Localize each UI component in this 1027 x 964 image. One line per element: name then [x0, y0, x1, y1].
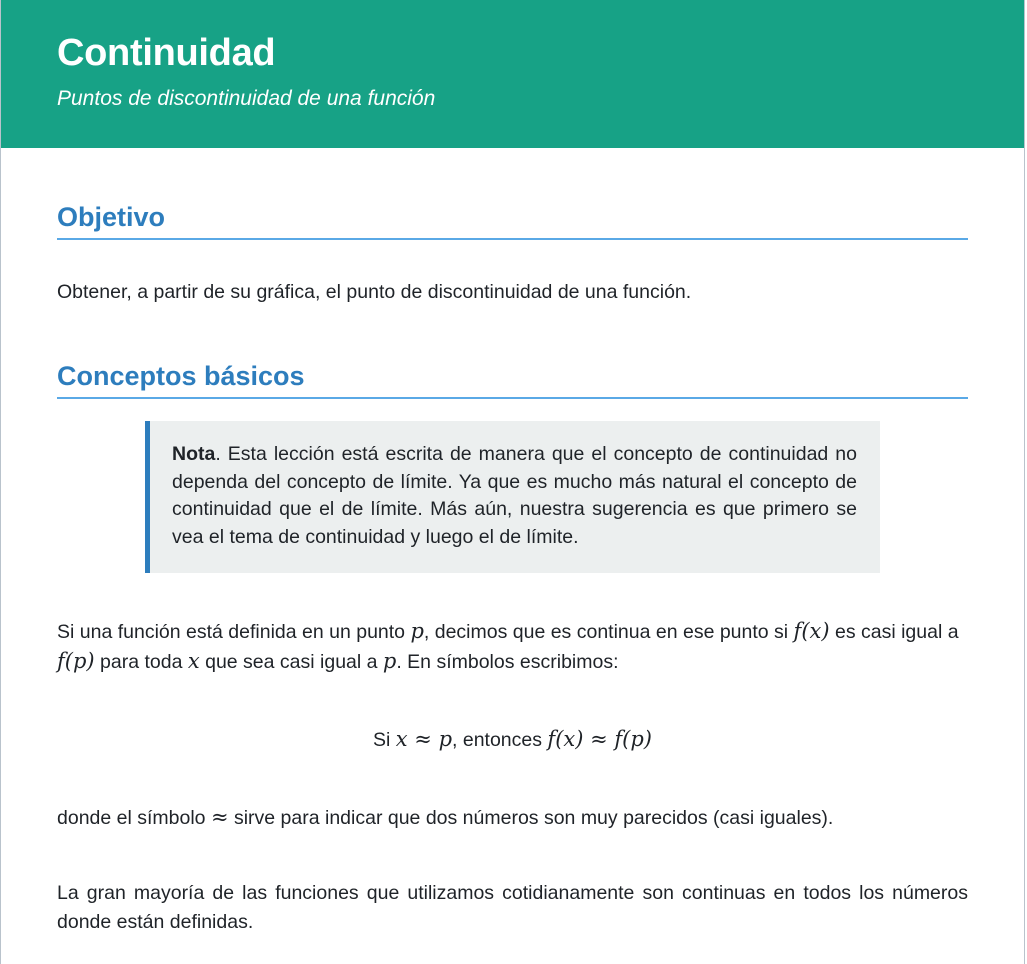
mayoria-paragraph: La gran mayoría de las funciones que utilizamos cotidianamente son continuas en todos los números donde están definidas. [57, 882, 968, 933]
definition-text: es casi igual a [829, 621, 959, 643]
objetivo-paragraph: Obtener, a partir de su gráfica, el punto de discontinuidad de una función. [57, 281, 692, 303]
note-box [145, 421, 880, 573]
math-x: x [187, 649, 200, 673]
approx-symbol: ≈ [210, 805, 229, 829]
definition-paragraph [57, 617, 968, 677]
math-p: p [382, 649, 397, 673]
donde-text: donde el símbolo [57, 807, 211, 829]
page-header [1, 0, 1024, 148]
definition-text: Si una función está definida en un punto [57, 621, 411, 643]
page-content [1, 200, 1024, 937]
math-fx: f(x) [793, 619, 830, 643]
math-x-approx-p: x ≈ p [395, 727, 453, 751]
page-title: Continuidad [57, 32, 276, 74]
math-fp: f(p) [57, 649, 95, 673]
display-formula [57, 725, 968, 755]
section-title-conceptos: Conceptos básicos [57, 359, 968, 399]
section-title-objetivo: Objetivo [57, 200, 968, 240]
formula-text: Si [373, 729, 396, 751]
definition-text: para toda [94, 651, 188, 673]
note-label: Nota [172, 443, 216, 465]
definition-text: . En símbolos escribimos: [396, 651, 619, 673]
definition-text: , decimos que es continua en ese punto si [423, 621, 794, 643]
formula-text: , entonces [452, 729, 548, 751]
donde-paragraph [57, 803, 968, 833]
definition-text: que sea casi igual a [199, 651, 383, 673]
math-fx-approx-fp: f(x) ≈ f(p) [547, 727, 652, 751]
page-subtitle: Puntos de discontinuidad de una función [57, 87, 436, 110]
note-text: . Esta lección está escrita de manera que el concepto de continuidad no dependa del concepto de límite. Ya que es mucho más natural el concepto de continuidad que el de límite. Más aún, nuestra sugerencia es que primero se vea el tema de continuidad y luego el de límite. [172, 443, 857, 548]
donde-text: sirve para indicar que dos números son muy parecidos (casi iguales). [228, 807, 834, 829]
math-p: p [410, 619, 424, 643]
